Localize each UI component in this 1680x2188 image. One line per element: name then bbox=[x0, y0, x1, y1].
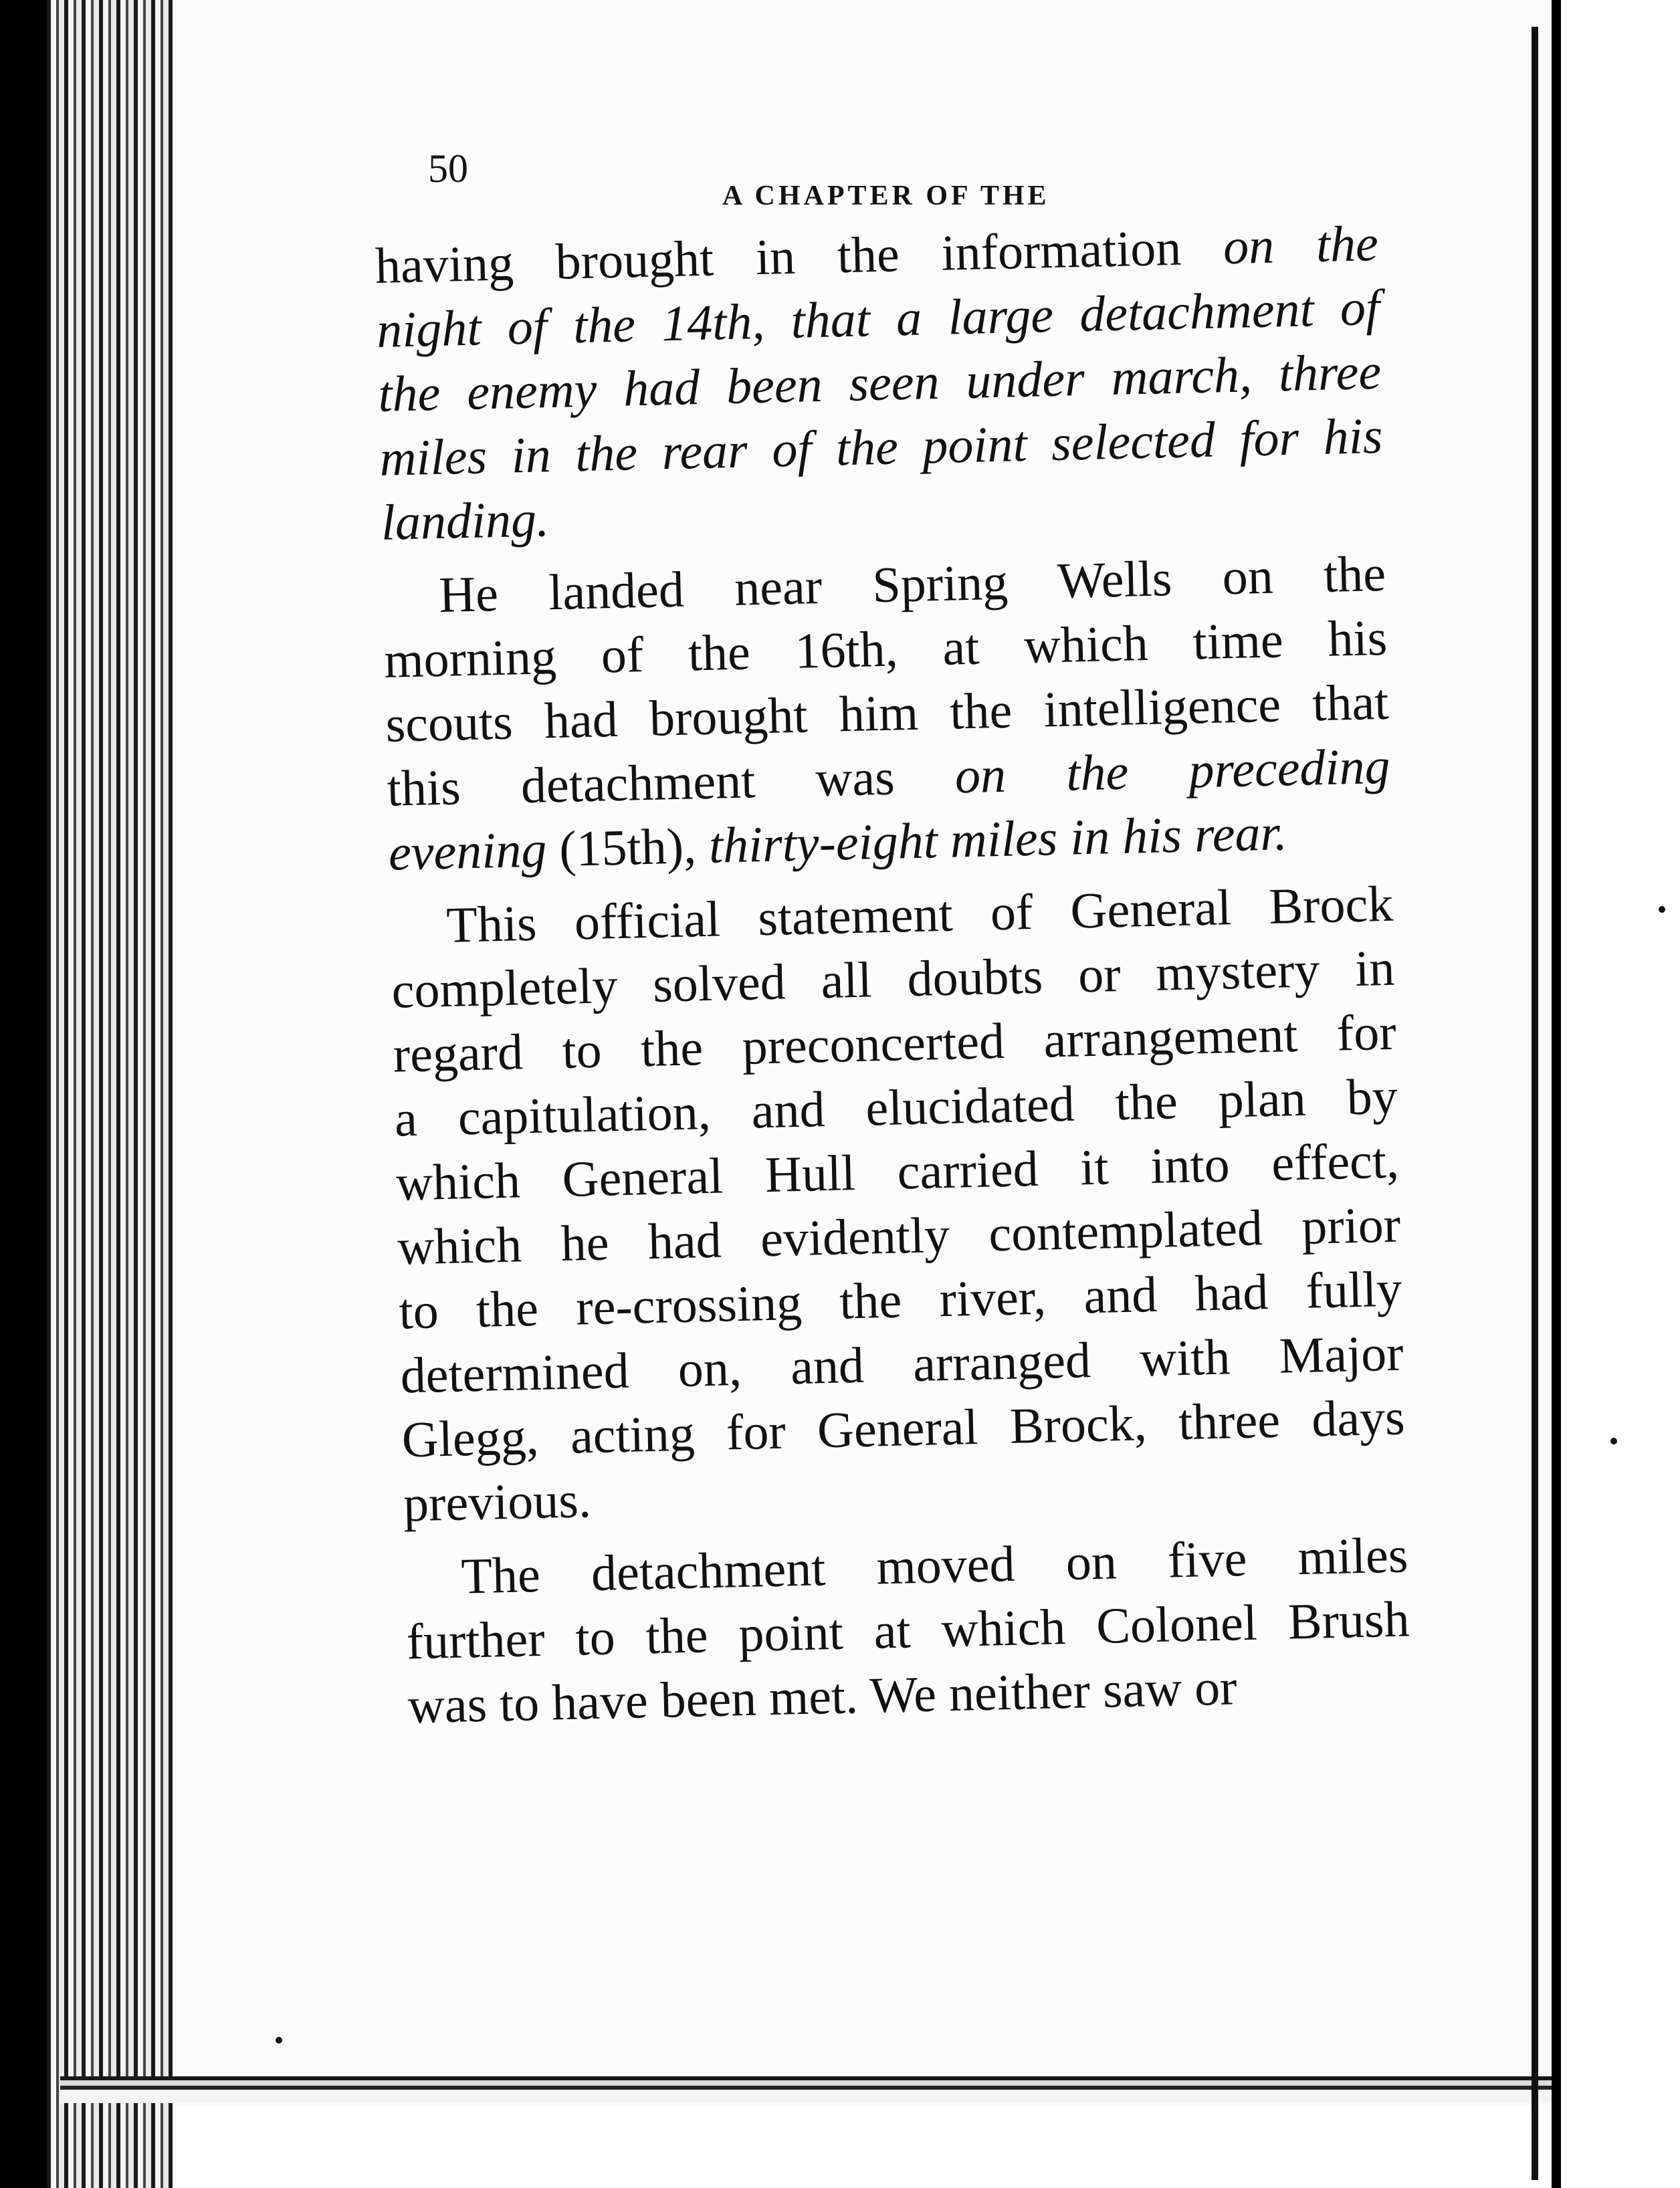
italic-text: evening bbox=[388, 821, 548, 881]
roman-text: The detachment moved on five miles bbox=[460, 1527, 1409, 1605]
roman-text: completely solved all doubts or mystery in bbox=[391, 940, 1396, 1019]
page-stack-edge bbox=[47, 0, 174, 2188]
roman-text: which he had evidently contemplated prior bbox=[397, 1196, 1401, 1276]
paragraph bbox=[382, 542, 1392, 885]
roman-text: Glegg, acting for General Brock, three days bbox=[401, 1389, 1406, 1468]
speck-mark bbox=[1659, 906, 1665, 913]
italic-text: on the preceding bbox=[954, 738, 1391, 804]
roman-text: scouts had brought him the intelligence that bbox=[385, 673, 1390, 753]
scan-right-border bbox=[1552, 0, 1561, 2188]
roman-text: which General Hull carried it into effect, bbox=[395, 1132, 1400, 1212]
page-number: 50 bbox=[428, 146, 468, 191]
italic-text: miles in the rear of the point selected for his bbox=[379, 407, 1384, 487]
roman-text: morning of the 16th, at which time his bbox=[383, 609, 1388, 689]
roman-text: This official statement of General Brock bbox=[445, 875, 1394, 954]
italic-text: the enemy had been seen under march, three bbox=[377, 343, 1382, 423]
roman-text: to the re-crossing the river, and had fully bbox=[398, 1261, 1403, 1340]
roman-text: having brought in the information bbox=[375, 219, 1225, 294]
roman-text: further to the point at which Colonel Brush bbox=[405, 1591, 1410, 1670]
facing-page-margin bbox=[1561, 0, 1680, 2188]
roman-text: was to have been met. We neither saw or bbox=[407, 1659, 1238, 1735]
paragraph bbox=[405, 1523, 1412, 1738]
roman-text: (15th), bbox=[546, 817, 710, 878]
page-bottom-edge bbox=[60, 2076, 1552, 2103]
roman-text: this detachment was bbox=[386, 748, 956, 817]
book-spine-shadow bbox=[0, 0, 47, 2188]
italic-text: night of the 14th, that a large detachment of bbox=[376, 279, 1380, 358]
paragraph bbox=[375, 211, 1385, 555]
roman-text: a capitulation, and elucidated the plan by bbox=[394, 1068, 1398, 1147]
italic-text: thirty-eight miles in his rear. bbox=[708, 804, 1288, 874]
roman-text: He landed near Spring Wells on the bbox=[438, 545, 1386, 623]
italic-text: on the bbox=[1223, 215, 1379, 276]
italic-text: landing. bbox=[380, 491, 550, 551]
paragraph bbox=[389, 872, 1406, 1537]
running-head: A CHAPTER OF THE bbox=[722, 181, 1050, 211]
roman-text: regard to the preconcerted arrangement for bbox=[392, 1004, 1397, 1083]
body-text bbox=[375, 211, 1412, 1738]
roman-text: previous. bbox=[403, 1472, 592, 1533]
facing-page-edge bbox=[1532, 27, 1538, 2180]
speck-mark bbox=[1610, 1438, 1617, 1444]
roman-text: determined on, and arranged with Major bbox=[399, 1325, 1404, 1404]
speck-mark bbox=[276, 2037, 282, 2044]
